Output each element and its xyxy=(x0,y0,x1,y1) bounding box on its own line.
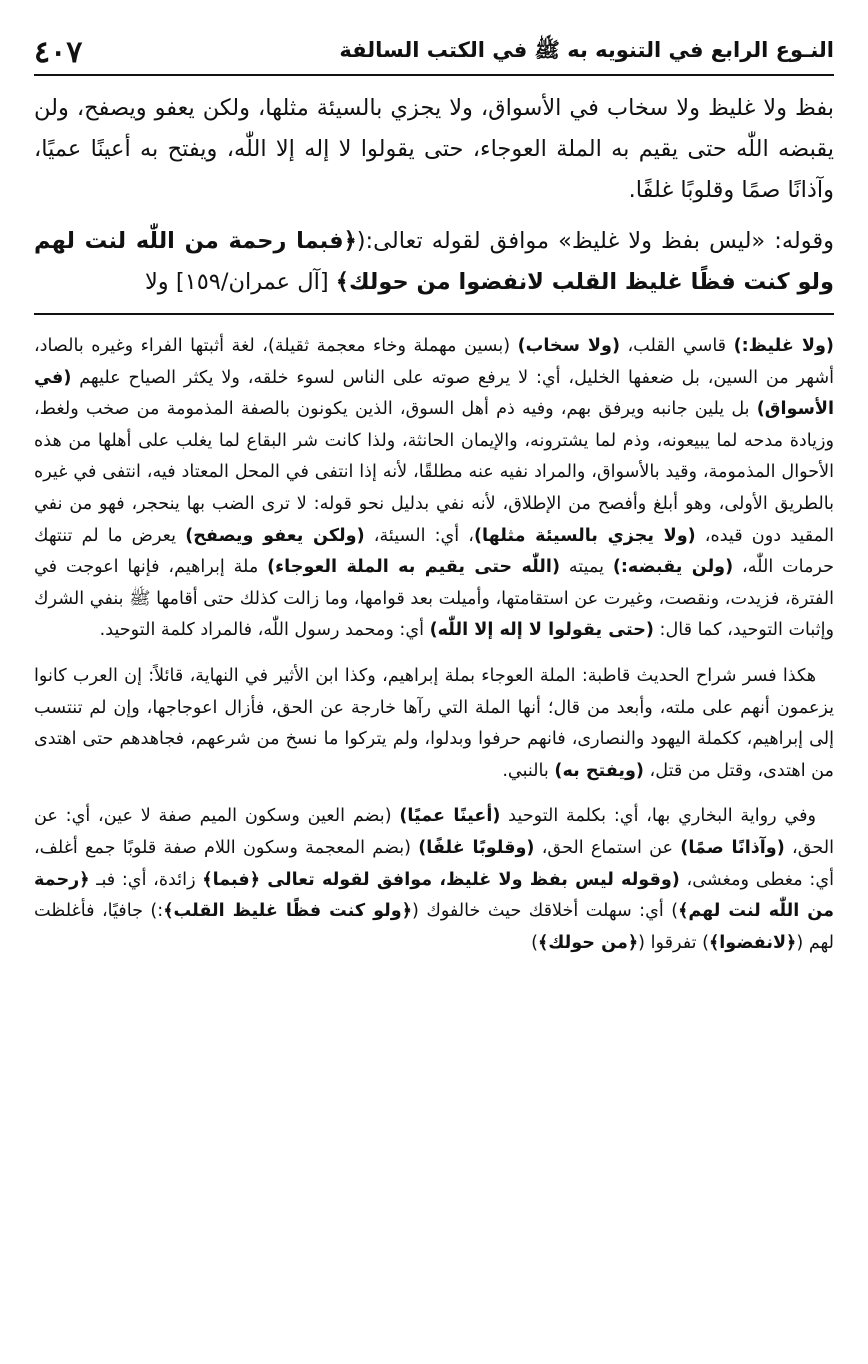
page-number: ٤٠٧ xyxy=(34,34,83,70)
lemma: ﴿رحمة من اللّٰه لنت لهم﴾ xyxy=(34,869,834,922)
gloss: بالنبي. xyxy=(502,760,555,781)
lemma: (وقلوبًا غلفًا) xyxy=(418,837,535,858)
lemma: (في الأسواق) xyxy=(34,367,834,420)
lemma: ﴿ولو كنت فظًا غليظ القلب﴾ xyxy=(163,901,412,922)
footnote-divider xyxy=(34,313,834,315)
book-page xyxy=(34,30,834,1340)
lemma: (ولا سخاب) xyxy=(517,336,621,356)
commentary-paragraph-2 xyxy=(34,661,834,787)
lemma: (وقوله ليس بفظ ولا غليظ، موافق لقوله تعالى ﴿فبما﴾ xyxy=(202,869,680,890)
gloss: (بضم العين وسكون الميم صفة لا عين، أي: عن الحق، xyxy=(34,806,835,858)
chapter-running-title: النـوع الرابع في التنويه به ﷺ في الكتب السالفة xyxy=(339,37,834,62)
main-text xyxy=(34,88,834,303)
lemma: ﴿لانفضوا﴾ xyxy=(708,932,797,953)
lemma: (حتى يقولوا لا إله إلا اللّٰه) xyxy=(429,620,654,641)
gloss: ، أي: السيئة، xyxy=(364,525,474,546)
gloss: بل يلين جانبه ويرفق بهم، وفيه ذم أهل السوق، الذين يكونون بالصفة المذمومة من صخب ولغط، وزيادة مدحه لما يبيعونه، وذم لما يشترونه، والإيمان الحانثة، ولذا كانت شر البقاع لما يغلب على أهلها من هذه الأحوال المذمومة، وقيد بالأسواق، والمراد نفيه عنه مطلقًا، لأنه إذا انتفى في المحل المعتاد فيه، انتفى في غيره بالطريق الأولى، وهو أبلغ وأفصح من الإطلاق، لأنه نفي بدليل نحو قوله: لا ترى الضب بها ينحجر، فهو من نفي المقيد دون قيده، xyxy=(34,399,835,546)
main-paragraph-1: بفظ ولا غليظ ولا سخاب في الأسواق، ولا يجزي بالسيئة مثلها، ولكن يعفو ويصفح، ولن يقبضه اللّٰه حتى يقيم به الملة العوجاء، حتى يقولوا لا إله إلا اللّٰه، ويفتح به أعينًا عميًا، وآذانًا صمًا وقلوبًا غلفًا. xyxy=(34,95,834,203)
gloss: (بسين مهملة وخاء معجمة ثقيلة)، لغة أثبتها الفراء وغيره بالصاد، أشهر من السين، بل ضعفها الخليل، أي: لا يرفع صوته على الناس لسوء خلقه، ولا يكثر الصياح عليهم xyxy=(34,336,834,388)
lemma: ﴿من حولك﴾ xyxy=(537,932,639,953)
gloss: زائدة، أي: فبـ xyxy=(89,869,203,890)
lemma: (ولن يقبضه:) xyxy=(612,557,734,578)
quran-verse: ﴿فبما رحمة من اللّٰه لنت لهم ولو كنت فظًا غليظ القلب لانفضوا من حولك﴾ xyxy=(34,228,834,295)
gloss: قاسي القلب، xyxy=(620,336,734,356)
gloss: هكذا فسر شراح الحديث قاطبة: الملة العوجاء بملة إبراهيم، وكذا ابن الأثير في النهاية، قائلاً: إن العرب كانوا يزعمون أنهم على ملته، وأبعد من قال؛ أنها الملة التي رآها خارجة عن الحق، فأزال اعوجاجها، وإن لم تنتسب إلى إبراهيم، ككملة اليهود والنصارى، فانهم حرفوا وبدلوا، ولم يتركوا ما نسخ من شرعهم، فجاهدهم حتى اهتدى من اهتدى، وقتل من قتل، xyxy=(34,665,834,781)
gloss: (بضم المعجمة وسكون اللام صفة قلوبًا جمع أغلف، أي: مغطى ومغشى، xyxy=(34,837,834,890)
commentary-paragraph-1 xyxy=(34,331,834,647)
running-header xyxy=(34,30,834,76)
gloss: أي: ومحمد رسول اللّٰه، فالمراد كلمة التوحيد. xyxy=(99,620,430,641)
gloss: ) xyxy=(531,932,538,953)
lemma: (اللّٰه حتى يقيم به الملة العوجاء) xyxy=(267,557,560,578)
gloss: عن استماع الحق، xyxy=(534,837,681,858)
main-p2-intro: وقوله: «ليس بفظ ولا غليظ» موافق لقوله تعالى:( xyxy=(356,228,834,254)
gloss: ) أي: سهلت أخلاقك حيث خالفوك ( xyxy=(412,901,679,922)
gloss: يميته xyxy=(560,557,613,578)
commentary-paragraph-3 xyxy=(34,801,834,959)
gloss: ملة إبراهيم، فإنها اعوجت في الفترة، فزيدت، ونقصت، وغيرت عن استقامتها، وأميلت بعد قوامها، وما زالت كذلك حتى أقامها ﷺ بنفي الشرك وإثبات التوحيد، كما قال: xyxy=(34,557,834,641)
gloss: وفي رواية البخاري بها، أي: بكلمة التوحيد xyxy=(500,806,816,827)
gloss: ) تفرقوا ( xyxy=(638,932,709,953)
commentary xyxy=(34,331,834,959)
lemma: (ويفتح به) xyxy=(554,760,644,781)
lemma: (ولا غليظ:) xyxy=(733,336,834,356)
lemma: (ولكن يعفو ويصفح) xyxy=(185,525,365,546)
gloss: يعرض ما لم تنتهك حرمات اللّٰه، xyxy=(34,525,834,578)
lemma: (ولا يجزي بالسيئة مثلها) xyxy=(473,525,696,546)
lemma: (وآذانًا صمًا) xyxy=(680,837,785,858)
verse-reference: [آل عمران/١٥٩] ولا xyxy=(144,269,336,295)
lemma: (أعينًا عميًا) xyxy=(399,806,501,827)
main-paragraph-2 xyxy=(34,221,834,303)
gloss: :) جافيًا، فأغلظت لهم ( xyxy=(34,901,834,953)
